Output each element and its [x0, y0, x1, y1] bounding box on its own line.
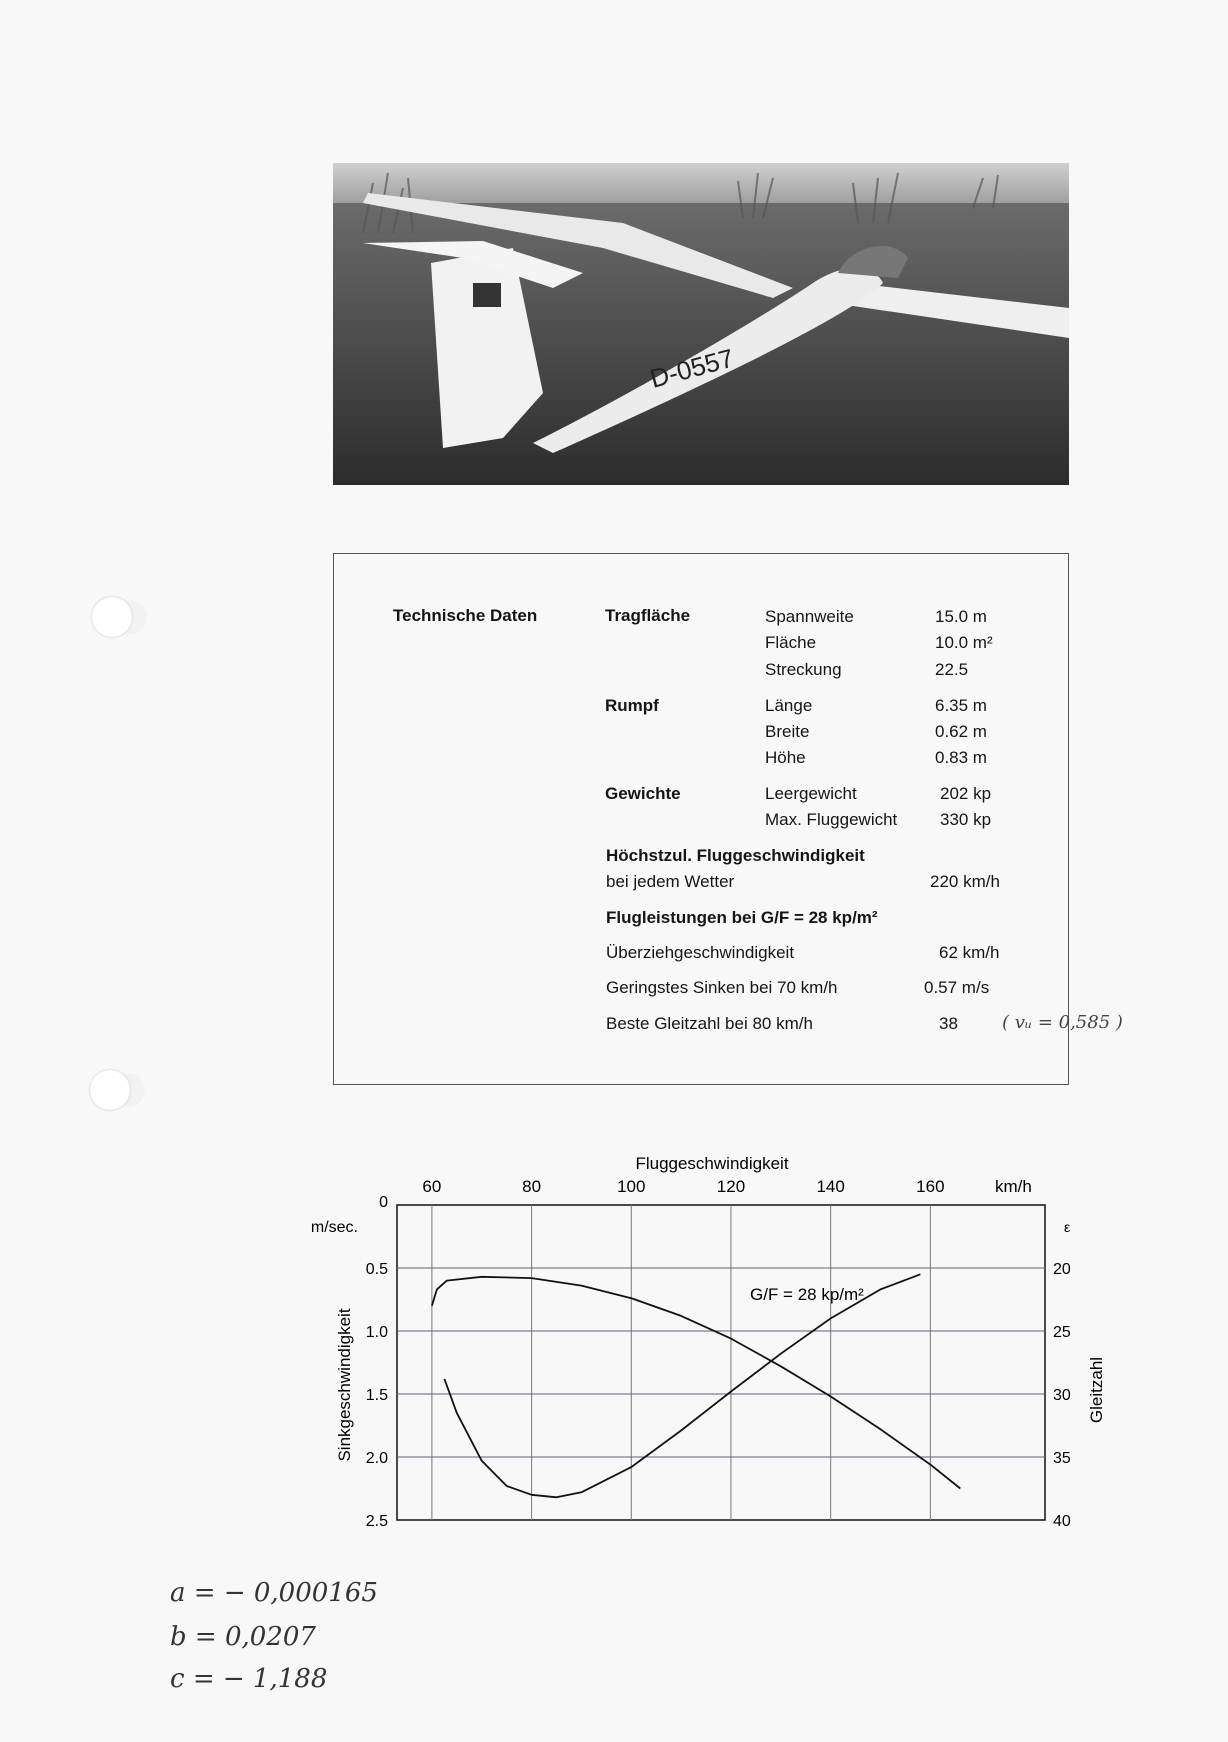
y-right-tick-label: 20 — [1053, 1261, 1071, 1278]
group-title: Tragfläche — [605, 606, 691, 625]
spec-label: Länge — [765, 696, 813, 715]
performance-label: Beste Gleitzahl bei 80 km/h — [606, 1014, 813, 1033]
curve-annotation: G/F = 28 kp/m² — [750, 1285, 864, 1304]
spec-value: 15.0 m — [935, 607, 987, 626]
handwritten-note: ( vᵤ = 0,585 ) — [1002, 1012, 1123, 1033]
glide-ratio-curve — [444, 1274, 920, 1497]
group-title: Rumpf — [605, 696, 659, 715]
y-left-tick-label: 2.5 — [365, 1513, 388, 1530]
max-speed-title: Höchstzul. Fluggeschwindigkeit — [606, 846, 865, 865]
performance-label: Überziehgeschwindigkeit — [606, 943, 795, 962]
spec-value: 6.35 m — [935, 696, 987, 715]
y-right-tick-label: 35 — [1053, 1450, 1071, 1467]
spec-label: Breite — [765, 722, 810, 741]
punch-hole — [92, 597, 132, 637]
note-line: a = − 0,000165 — [170, 1578, 378, 1608]
max-speed-label: bei jedem Wetter — [606, 872, 735, 891]
y-right-tick-label: 30 — [1053, 1387, 1071, 1404]
x-tick-label: 160 — [916, 1177, 945, 1196]
y-left-tick-label: 1.5 — [365, 1387, 388, 1404]
y-left-tick-label: 1.0 — [365, 1324, 388, 1341]
x-tick-label: 60 — [422, 1177, 442, 1196]
max-speed-value: 220 km/h — [930, 872, 1000, 891]
spec-label: Spannweite — [765, 607, 854, 626]
chart-canvas — [310, 1140, 1140, 1540]
polar-chart — [310, 1140, 1140, 1545]
spec-label: Max. Fluggewicht — [765, 810, 898, 829]
spec-value: 330 kp — [940, 810, 992, 829]
y-left-tick-label: 2.0 — [365, 1450, 388, 1467]
y-left-label: Sinkgeschwindigkeit — [335, 1308, 354, 1462]
y-left-tick-label: 0 — [379, 1194, 388, 1211]
spec-label: Höhe — [765, 748, 806, 767]
spec-label: Leergewicht — [765, 784, 857, 803]
spec-table — [333, 553, 1123, 1085]
performance-value: 0.57 m/s — [924, 978, 990, 997]
spec-value: 202 kp — [940, 784, 992, 803]
y-right-symbol: ε — [1064, 1219, 1071, 1235]
chart-title: Fluggeschwindigkeit — [635, 1154, 789, 1173]
x-tick-label: 80 — [522, 1177, 542, 1196]
x-tick-label: 100 — [617, 1177, 646, 1196]
spec-label: Streckung — [765, 660, 842, 679]
performance-value: 62 km/h — [939, 943, 1000, 962]
x-axis-unit: km/h — [995, 1177, 1032, 1196]
y-left-unit: m/sec. — [310, 1219, 358, 1236]
spec-value: 0.83 m — [935, 748, 987, 767]
note-line: c = − 1,188 — [170, 1664, 328, 1694]
group-title: Gewichte — [605, 784, 681, 803]
x-tick-label: 140 — [816, 1177, 845, 1196]
glider-photo — [333, 163, 1069, 485]
y-right-tick-label: 25 — [1053, 1324, 1071, 1341]
x-tick-label: 120 — [716, 1177, 746, 1196]
y-left-tick-label: 0.5 — [365, 1261, 388, 1278]
spec-label: Fläche — [765, 633, 817, 652]
performance-value: 38 — [939, 1014, 958, 1033]
y-right-label: Gleitzahl — [1087, 1356, 1106, 1424]
spec-value: 0.62 m — [935, 722, 987, 741]
y-right-tick-label: 40 — [1053, 1513, 1071, 1530]
registration-mark: D-0557 — [646, 342, 737, 394]
spec-value: 10.0 m² — [935, 633, 993, 652]
note-line: b = 0,0207 — [170, 1622, 316, 1652]
spec-value: 22.5 — [935, 660, 969, 679]
performance-title: Flugleistungen bei G/F = 28 kp/m² — [606, 908, 878, 927]
spec-heading: Technische Daten — [393, 606, 538, 625]
punch-hole — [90, 1070, 130, 1110]
performance-label: Geringstes Sinken bei 70 km/h — [606, 978, 838, 997]
